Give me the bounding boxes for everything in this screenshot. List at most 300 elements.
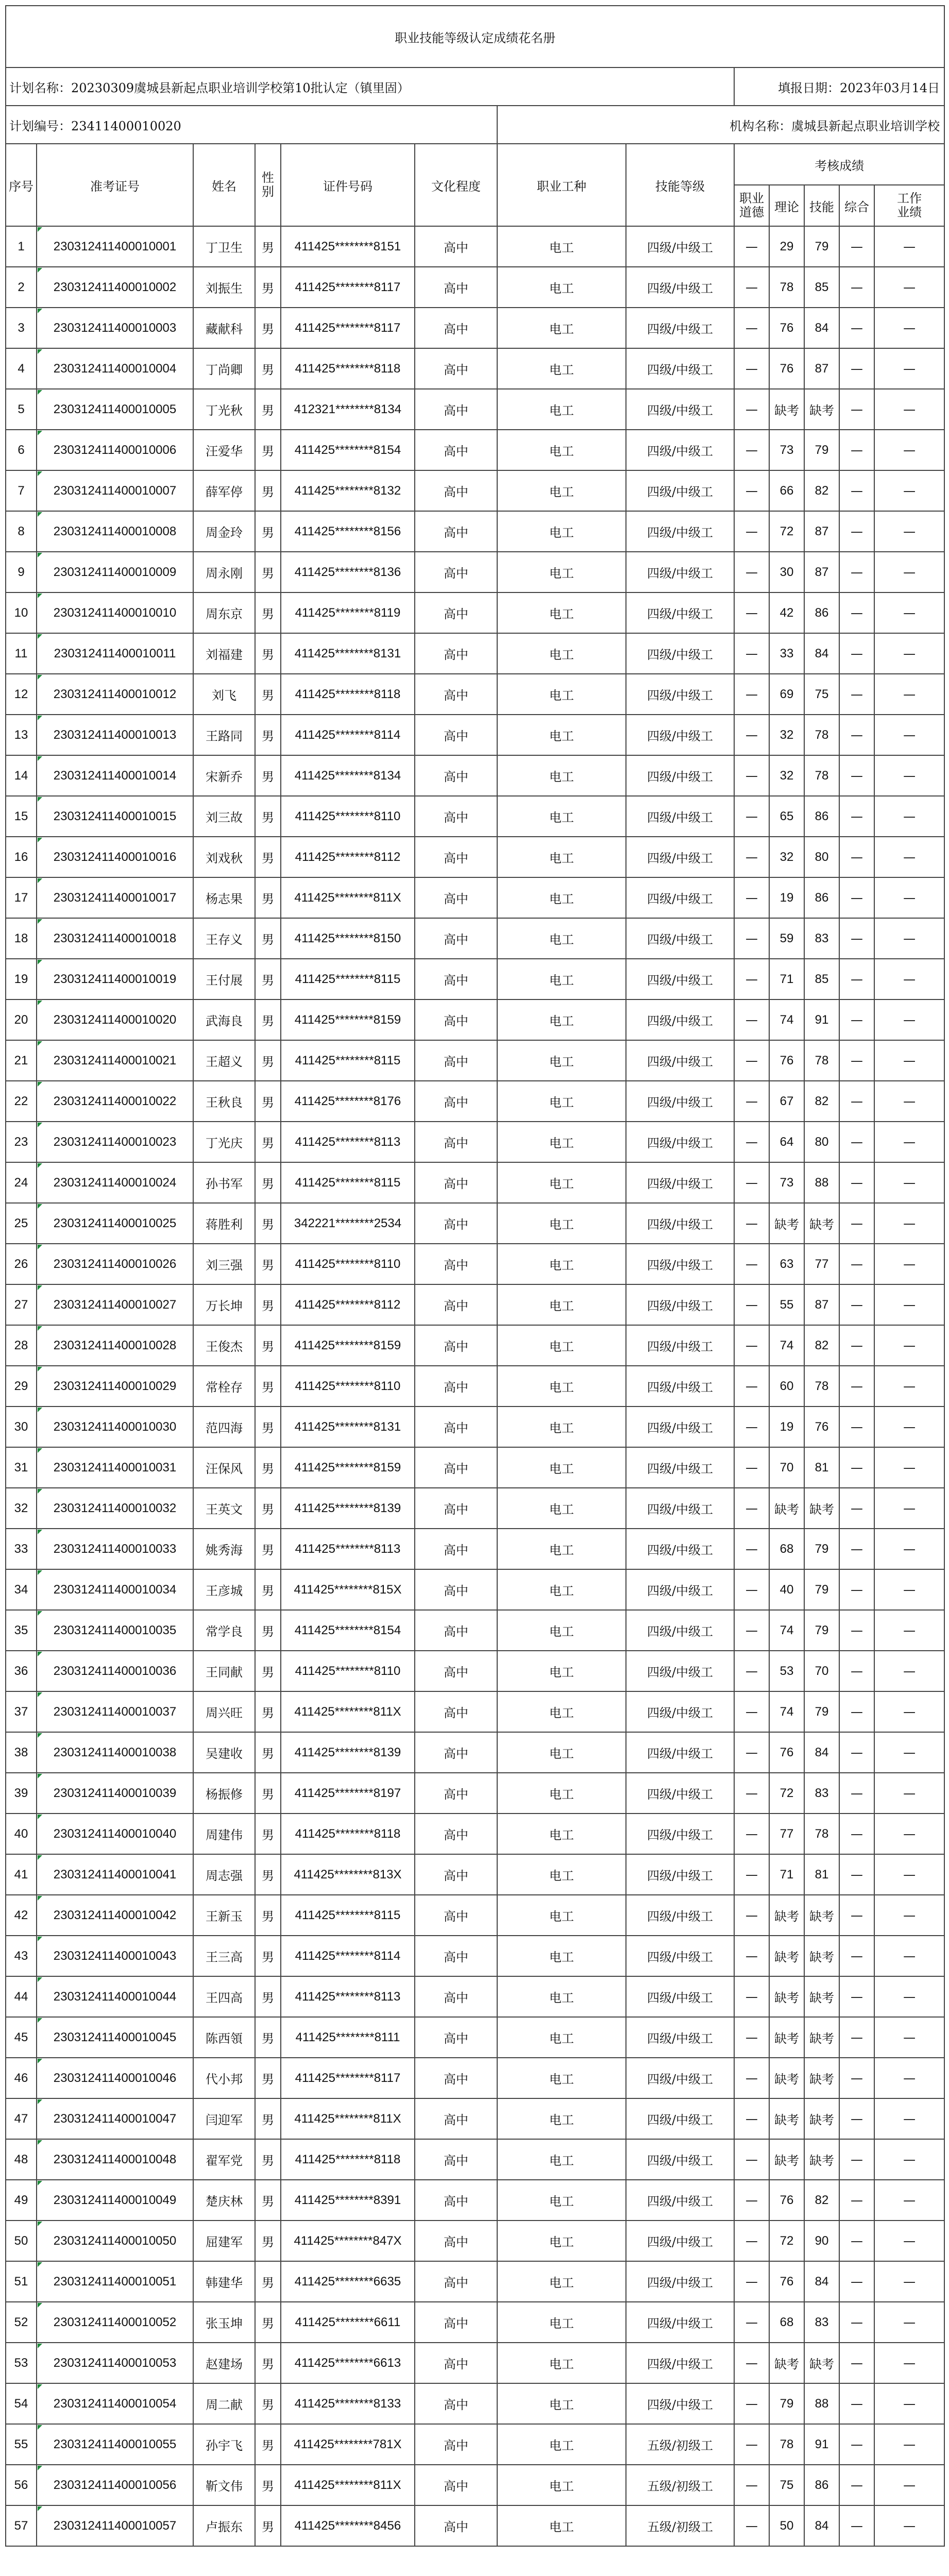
cell-name: 王路同 (193, 715, 255, 755)
cell-seq: 15 (6, 796, 37, 837)
cell-education: 高中 (415, 1122, 497, 1162)
cell-id-no: 411425********8134 (281, 755, 415, 796)
cell-work-perf: — (874, 592, 944, 633)
cell-work-perf: — (874, 1610, 944, 1651)
cell-name: 范四海 (193, 1406, 255, 1447)
cell-theory: 缺考 (769, 1488, 804, 1529)
table-row (6, 1814, 944, 1854)
cell-ethics: — (734, 1244, 769, 1284)
cell-composite: — (839, 2343, 874, 2383)
cell-id-no: 411425********8113 (281, 1122, 415, 1162)
cell-education: 高中 (415, 715, 497, 755)
cell-work-perf: — (874, 1122, 944, 1162)
cell-exam-no: 230312411400010042 (37, 1895, 193, 1936)
cell-theory: 63 (769, 1244, 804, 1284)
cell-gender: 男 (255, 2424, 281, 2465)
table-row (6, 1488, 944, 1529)
cell-gender: 男 (255, 592, 281, 633)
cell-exam-no: 230312411400010007 (37, 470, 193, 511)
cell-education: 高中 (415, 2261, 497, 2302)
cell-skill: 87 (804, 348, 839, 389)
table-row (6, 674, 944, 715)
cell-gender: 男 (255, 1651, 281, 1691)
cell-work-perf: — (874, 2302, 944, 2343)
cell-exam-no: 230312411400010054 (37, 2383, 193, 2424)
cell-skill: 84 (804, 633, 839, 674)
cell-name: 汪爱华 (193, 430, 255, 470)
cell-work-perf: — (874, 348, 944, 389)
cell-name: 蒋胜利 (193, 1203, 255, 1244)
cell-occupation: 电工 (497, 1488, 626, 1529)
cell-theory: 19 (769, 877, 804, 918)
cell-seq: 47 (6, 2098, 37, 2139)
cell-id-no: 411425********6635 (281, 2261, 415, 2302)
cell-composite: — (839, 959, 874, 999)
cell-education: 高中 (415, 674, 497, 715)
cell-level: 四级/中级工 (626, 430, 734, 470)
cell-exam-no: 230312411400010038 (37, 1732, 193, 1773)
cell-level: 四级/中级工 (626, 1244, 734, 1284)
cell-education: 高中 (415, 1610, 497, 1651)
cell-level: 四级/中级工 (626, 796, 734, 837)
table-row (6, 1732, 944, 1773)
cell-gender: 男 (255, 2017, 281, 2058)
cell-name: 丁光秋 (193, 389, 255, 430)
cell-skill: 84 (804, 2261, 839, 2302)
cell-work-perf: — (874, 918, 944, 959)
cell-gender: 男 (255, 1040, 281, 1081)
cell-exam-no: 230312411400010026 (37, 1244, 193, 1284)
cell-composite: — (839, 633, 874, 674)
cell-work-perf: — (874, 1244, 944, 1284)
cell-gender: 男 (255, 308, 281, 348)
cell-occupation: 电工 (497, 592, 626, 633)
cell-ethics: — (734, 959, 769, 999)
cell-education: 高中 (415, 267, 497, 308)
cell-theory: 76 (769, 348, 804, 389)
cell-seq: 33 (6, 1529, 37, 1569)
table-row (6, 267, 944, 308)
cell-level: 四级/中级工 (626, 470, 734, 511)
cell-work-perf: — (874, 877, 944, 918)
cell-seq: 26 (6, 1244, 37, 1284)
cell-work-perf: — (874, 430, 944, 470)
cell-level: 四级/中级工 (626, 1366, 734, 1406)
cell-skill: 88 (804, 1162, 839, 1203)
cell-education: 高中 (415, 2098, 497, 2139)
cell-seq: 11 (6, 633, 37, 674)
cell-level: 四级/中级工 (626, 1732, 734, 1773)
cell-composite: — (839, 2302, 874, 2343)
cell-seq: 7 (6, 470, 37, 511)
table-row (6, 2383, 944, 2424)
cell-ethics: — (734, 1976, 769, 2017)
cell-occupation: 电工 (497, 1854, 626, 1895)
table-row (6, 633, 944, 674)
cell-occupation: 电工 (497, 2221, 626, 2261)
cell-education: 高中 (415, 2139, 497, 2180)
cell-theory: 74 (769, 1325, 804, 1366)
cell-name: 刘振生 (193, 267, 255, 308)
table-row (6, 348, 944, 389)
cell-name: 周建伟 (193, 1814, 255, 1854)
cell-occupation: 电工 (497, 918, 626, 959)
cell-work-perf: — (874, 1691, 944, 1732)
cell-ethics: — (734, 1040, 769, 1081)
cell-ethics: — (734, 2465, 769, 2505)
cell-seq: 21 (6, 1040, 37, 1081)
cell-exam-no: 230312411400010055 (37, 2424, 193, 2465)
cell-work-perf: — (874, 2424, 944, 2465)
table-row (6, 2343, 944, 2383)
cell-id-no: 411425********8112 (281, 1284, 415, 1325)
cell-seq: 46 (6, 2058, 37, 2098)
cell-name: 刘飞 (193, 674, 255, 715)
cell-name: 周永刚 (193, 552, 255, 592)
table-row (6, 999, 944, 1040)
cell-ethics: — (734, 430, 769, 470)
cell-skill: 79 (804, 1529, 839, 1569)
cell-composite: — (839, 1203, 874, 1244)
cell-composite: — (839, 2017, 874, 2058)
cell-work-perf: — (874, 1976, 944, 2017)
cell-composite: — (839, 2058, 874, 2098)
cell-education: 高中 (415, 1447, 497, 1488)
cell-skill: 91 (804, 2424, 839, 2465)
cell-ethics: — (734, 2180, 769, 2221)
cell-exam-no: 230312411400010024 (37, 1162, 193, 1203)
cell-ethics: — (734, 470, 769, 511)
cell-id-no: 411425********8112 (281, 837, 415, 877)
cell-occupation: 电工 (497, 1773, 626, 1814)
cell-composite: — (839, 674, 874, 715)
cell-skill: 缺考 (804, 2098, 839, 2139)
cell-education: 高中 (415, 389, 497, 430)
cell-level: 四级/中级工 (626, 1325, 734, 1366)
table-row (6, 2424, 944, 2465)
cell-composite: — (839, 2424, 874, 2465)
cell-work-perf: — (874, 999, 944, 1040)
cell-ethics: — (734, 1203, 769, 1244)
cell-work-perf: — (874, 1773, 944, 1814)
cell-level: 五级/初级工 (626, 2465, 734, 2505)
cell-level: 四级/中级工 (626, 226, 734, 267)
cell-composite: — (839, 1854, 874, 1895)
cell-id-no: 411425********8176 (281, 1081, 415, 1122)
cell-level: 四级/中级工 (626, 1081, 734, 1122)
cell-education: 高中 (415, 226, 497, 267)
cell-ethics: — (734, 226, 769, 267)
cell-seq: 12 (6, 674, 37, 715)
cell-skill: 70 (804, 1651, 839, 1691)
cell-composite: — (839, 1244, 874, 1284)
cell-education: 高中 (415, 1081, 497, 1122)
table-row (6, 2261, 944, 2302)
cell-work-perf: — (874, 1325, 944, 1366)
cell-name: 杨振修 (193, 1773, 255, 1814)
cell-name: 王英文 (193, 1488, 255, 1529)
cell-name: 王三高 (193, 1936, 255, 1976)
cell-name: 藏献科 (193, 308, 255, 348)
table-row (6, 1366, 944, 1406)
cell-gender: 男 (255, 2261, 281, 2302)
cell-skill: 缺考 (804, 2343, 839, 2383)
table-row (6, 1976, 944, 2017)
cell-skill: 80 (804, 837, 839, 877)
cell-skill: 缺考 (804, 1203, 839, 1244)
cell-education: 高中 (415, 1569, 497, 1610)
cell-skill: 76 (804, 1406, 839, 1447)
cell-id-no: 411425********8114 (281, 715, 415, 755)
cell-composite: — (839, 999, 874, 1040)
cell-skill: 85 (804, 959, 839, 999)
cell-theory: 72 (769, 2221, 804, 2261)
cell-gender: 男 (255, 1162, 281, 1203)
cell-id-no: 411425********781X (281, 2424, 415, 2465)
cell-ethics: — (734, 2343, 769, 2383)
org-name: 机构名称：虞城县新起点职业培训学校 (497, 106, 944, 144)
cell-name: 武海良 (193, 999, 255, 1040)
cell-occupation: 电工 (497, 1610, 626, 1651)
cell-work-perf: — (874, 1529, 944, 1569)
cell-gender: 男 (255, 1284, 281, 1325)
cell-exam-no: 230312411400010041 (37, 1854, 193, 1895)
cell-id-no: 411425********8111 (281, 2017, 415, 2058)
cell-name: 韩建华 (193, 2261, 255, 2302)
cell-level: 四级/中级工 (626, 1814, 734, 1854)
cell-skill: 88 (804, 2383, 839, 2424)
cell-exam-no: 230312411400010046 (37, 2058, 193, 2098)
cell-name: 刘三故 (193, 796, 255, 837)
cell-id-no: 411425********8156 (281, 511, 415, 552)
cell-seq: 55 (6, 2424, 37, 2465)
cell-theory: 64 (769, 1122, 804, 1162)
cell-exam-no: 230312411400010001 (37, 226, 193, 267)
cell-education: 高中 (415, 348, 497, 389)
cell-education: 高中 (415, 2302, 497, 2343)
cell-skill: 79 (804, 226, 839, 267)
cell-level: 四级/中级工 (626, 2098, 734, 2139)
table-row (6, 715, 944, 755)
cell-composite: — (839, 1732, 874, 1773)
table-row (6, 470, 944, 511)
cell-ethics: — (734, 1325, 769, 1366)
table-row (6, 1325, 944, 1366)
cell-work-perf: — (874, 1366, 944, 1406)
cell-education: 高中 (415, 2343, 497, 2383)
fill-date: 填报日期：2023年03月14日 (734, 67, 944, 106)
cell-level: 四级/中级工 (626, 1936, 734, 1976)
cell-composite: — (839, 389, 874, 430)
cell-gender: 男 (255, 2505, 281, 2546)
cell-composite: — (839, 2139, 874, 2180)
cell-name: 楚庆林 (193, 2180, 255, 2221)
cell-gender: 男 (255, 959, 281, 999)
cell-seq: 22 (6, 1081, 37, 1122)
cell-name: 王四高 (193, 1976, 255, 2017)
cell-level: 五级/初级工 (626, 2505, 734, 2546)
cell-level: 四级/中级工 (626, 267, 734, 308)
cell-work-perf: — (874, 1814, 944, 1854)
cell-education: 高中 (415, 1162, 497, 1203)
cell-gender: 男 (255, 1325, 281, 1366)
cell-theory: 72 (769, 1773, 804, 1814)
cell-exam-no: 230312411400010018 (37, 918, 193, 959)
cell-occupation: 电工 (497, 1529, 626, 1569)
cell-education: 高中 (415, 1773, 497, 1814)
cell-seq: 20 (6, 999, 37, 1040)
cell-id-no: 411425********8119 (281, 592, 415, 633)
cell-gender: 男 (255, 999, 281, 1040)
cell-theory: 74 (769, 999, 804, 1040)
cell-gender: 男 (255, 1366, 281, 1406)
cell-name: 周东京 (193, 592, 255, 633)
cell-id-no: 411425********8154 (281, 430, 415, 470)
cell-composite: — (839, 1366, 874, 1406)
cell-work-perf: — (874, 1936, 944, 1976)
table-row (6, 1773, 944, 1814)
cell-exam-no: 230312411400010017 (37, 877, 193, 918)
cell-seq: 45 (6, 2017, 37, 2058)
cell-gender: 男 (255, 1936, 281, 1976)
cell-level: 四级/中级工 (626, 999, 734, 1040)
cell-work-perf: — (874, 2505, 944, 2546)
cell-seq: 10 (6, 592, 37, 633)
cell-composite: — (839, 1162, 874, 1203)
table-row (6, 1040, 944, 1081)
cell-skill: 缺考 (804, 1488, 839, 1529)
cell-level: 四级/中级工 (626, 1854, 734, 1895)
cell-gender: 男 (255, 1447, 281, 1488)
cell-level: 四级/中级工 (626, 2261, 734, 2302)
cell-id-no: 411425********8110 (281, 1244, 415, 1284)
cell-level: 四级/中级工 (626, 308, 734, 348)
cell-name: 周二献 (193, 2383, 255, 2424)
cell-occupation: 电工 (497, 715, 626, 755)
cell-composite: — (839, 2261, 874, 2302)
cell-name: 王付展 (193, 959, 255, 999)
table-row (6, 837, 944, 877)
cell-ethics: — (734, 1366, 769, 1406)
cell-ethics: — (734, 1854, 769, 1895)
cell-work-perf: — (874, 1651, 944, 1691)
cell-occupation: 电工 (497, 2098, 626, 2139)
cell-level: 四级/中级工 (626, 2180, 734, 2221)
cell-level: 四级/中级工 (626, 1122, 734, 1162)
cell-id-no: 411425********811X (281, 1691, 415, 1732)
cell-name: 常栓存 (193, 1366, 255, 1406)
cell-education: 高中 (415, 999, 497, 1040)
cell-work-perf: — (874, 2098, 944, 2139)
cell-id-no: 411425********8117 (281, 2058, 415, 2098)
cell-skill: 84 (804, 1732, 839, 1773)
cell-exam-no: 230312411400010013 (37, 715, 193, 755)
cell-ethics: — (734, 2221, 769, 2261)
cell-theory: 缺考 (769, 1976, 804, 2017)
cell-ethics: — (734, 1447, 769, 1488)
cell-composite: — (839, 511, 874, 552)
cell-seq: 54 (6, 2383, 37, 2424)
cell-work-perf: — (874, 755, 944, 796)
cell-work-perf: — (874, 2383, 944, 2424)
cell-skill: 84 (804, 308, 839, 348)
cell-exam-no: 230312411400010035 (37, 1610, 193, 1651)
cell-theory: 71 (769, 1854, 804, 1895)
table-row (6, 552, 944, 592)
cell-id-no: 411425********8131 (281, 633, 415, 674)
cell-occupation: 电工 (497, 877, 626, 918)
cell-work-perf: — (874, 2058, 944, 2098)
cell-level: 四级/中级工 (626, 389, 734, 430)
cell-gender: 男 (255, 1691, 281, 1732)
cell-seq: 1 (6, 226, 37, 267)
cell-work-perf: — (874, 2343, 944, 2383)
cell-name: 万长坤 (193, 1284, 255, 1325)
cell-skill: 缺考 (804, 2058, 839, 2098)
cell-theory: 70 (769, 1447, 804, 1488)
cell-id-no: 411425********8197 (281, 1773, 415, 1814)
cell-occupation: 电工 (497, 552, 626, 592)
cell-exam-no: 230312411400010037 (37, 1691, 193, 1732)
cell-ethics: — (734, 877, 769, 918)
cell-work-perf: — (874, 1162, 944, 1203)
cell-name: 刘三强 (193, 1244, 255, 1284)
cell-skill: 85 (804, 267, 839, 308)
cell-seq: 18 (6, 918, 37, 959)
cell-education: 高中 (415, 2058, 497, 2098)
roster-sheet (5, 5, 944, 2547)
cell-seq: 39 (6, 1773, 37, 1814)
table-row (6, 592, 944, 633)
table-row (6, 1447, 944, 1488)
cell-level: 四级/中级工 (626, 2139, 734, 2180)
cell-theory: 缺考 (769, 2343, 804, 2383)
cell-composite: — (839, 2180, 874, 2221)
cell-skill: 86 (804, 877, 839, 918)
cell-exam-no: 230312411400010047 (37, 2098, 193, 2139)
table-row (6, 1651, 944, 1691)
cell-ethics: — (734, 511, 769, 552)
cell-theory: 68 (769, 1529, 804, 1569)
cell-exam-no: 230312411400010006 (37, 430, 193, 470)
cell-exam-no: 230312411400010056 (37, 2465, 193, 2505)
cell-composite: — (839, 1569, 874, 1610)
cell-composite: — (839, 1447, 874, 1488)
cell-education: 高中 (415, 430, 497, 470)
table-row (6, 1162, 944, 1203)
cell-work-perf: — (874, 2180, 944, 2221)
cell-theory: 76 (769, 2261, 804, 2302)
cell-skill: 82 (804, 1325, 839, 1366)
cell-work-perf: — (874, 959, 944, 999)
cell-level: 四级/中级工 (626, 2302, 734, 2343)
cell-work-perf: — (874, 2465, 944, 2505)
cell-gender: 男 (255, 2383, 281, 2424)
cell-ethics: — (734, 1081, 769, 1122)
cell-exam-no: 230312411400010015 (37, 796, 193, 837)
cell-name: 杨志果 (193, 877, 255, 918)
cell-composite: — (839, 470, 874, 511)
cell-seq: 32 (6, 1488, 37, 1529)
cell-seq: 51 (6, 2261, 37, 2302)
cell-name: 周志强 (193, 1854, 255, 1895)
table-row (6, 1122, 944, 1162)
cell-name: 薛军停 (193, 470, 255, 511)
cell-seq: 41 (6, 1854, 37, 1895)
cell-level: 四级/中级工 (626, 552, 734, 592)
cell-theory: 42 (769, 592, 804, 633)
cell-name: 代小邦 (193, 2058, 255, 2098)
